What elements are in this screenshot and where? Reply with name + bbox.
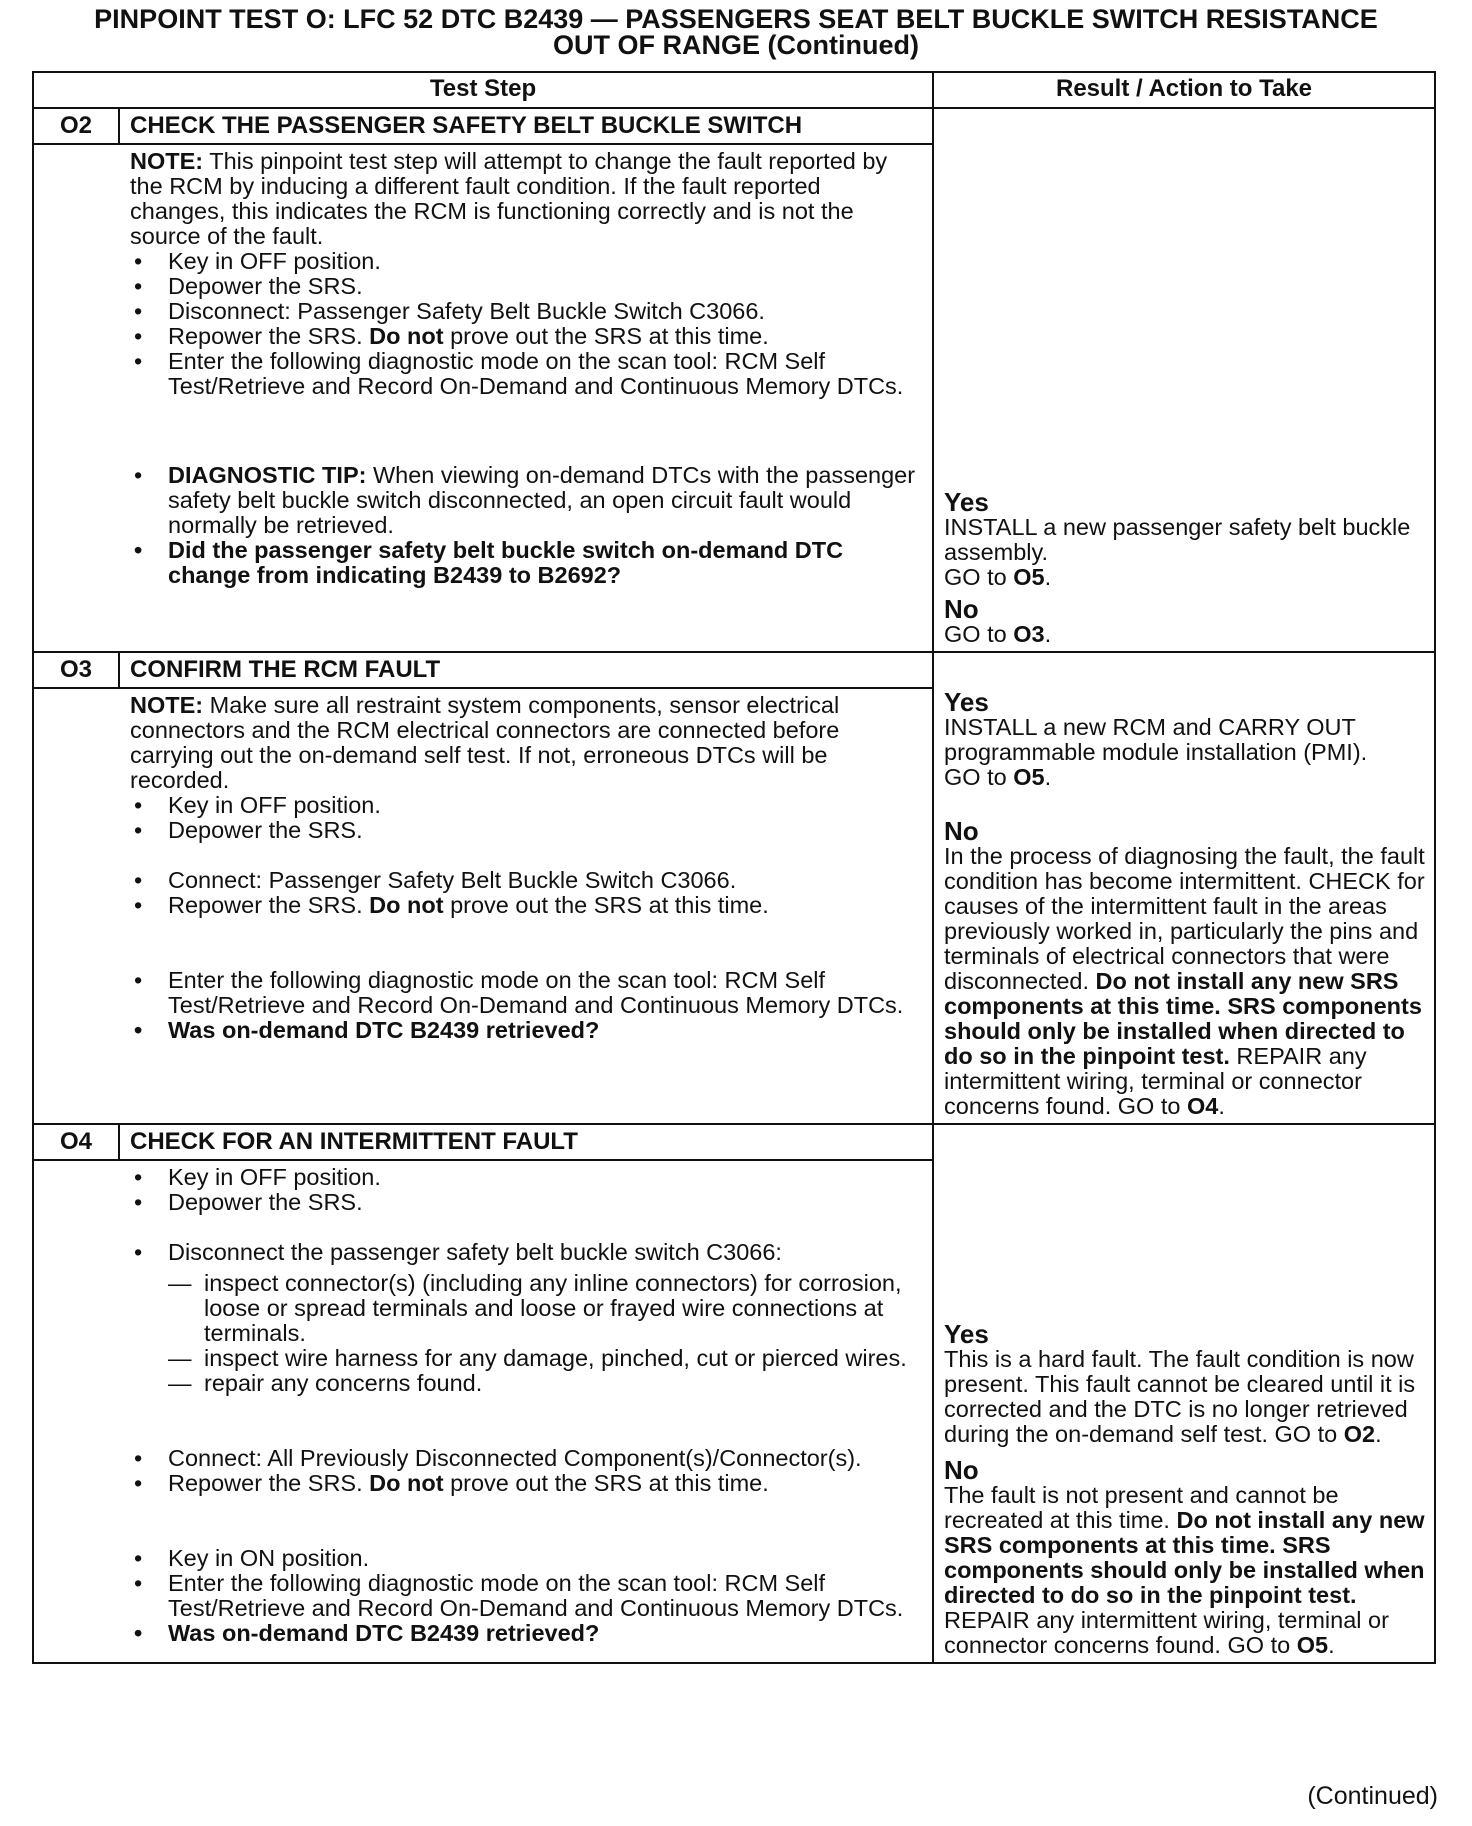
list-item: • Disconnect: Passenger Safety Belt Buckle Switch C3066. xyxy=(130,299,922,324)
step-o3-title-row xyxy=(33,652,1435,688)
list-item: • Depower the SRS. xyxy=(130,274,922,299)
no-text: In the process of diagnosing the fault, the fault condition has become intermittent. CHECK for causes of the intermittent fault in the areas previously worked in, particularly the pins and terminals of electrical connectors that were disconnected. Do not install any new SRS components at this time. SRS components should only be installed when directed to do so in the pinpoint test. REPAIR any intermittent wiring, terminal or connector concerns found. GO to O4. xyxy=(944,843,1425,1119)
step-list xyxy=(130,1546,922,1646)
step-o4-title-row xyxy=(33,1124,1435,1160)
list-item: • Repower the SRS. Do not prove out the SRS at this time. xyxy=(130,324,922,349)
list-item: • Enter the following diagnostic mode on the scan tool: RCM Self Test/Retrieve and Record On-Demand and Continuous Memory DTCs. xyxy=(130,1571,922,1621)
step-question: • Was on-demand DTC B2439 retrieved? xyxy=(130,1018,922,1043)
step-o4-body xyxy=(33,1160,933,1663)
header-result-action: Result / Action to Take xyxy=(933,72,1435,108)
step-o2-body xyxy=(33,144,933,652)
step-list xyxy=(130,868,922,918)
step-id: O2 xyxy=(33,108,119,144)
step-id: O3 xyxy=(33,652,119,688)
step-list xyxy=(130,793,922,843)
yes-goto: GO to O5. xyxy=(944,564,1052,590)
yes-label: Yes xyxy=(944,487,989,517)
list-item: • Repower the SRS. Do not prove out the SRS at this time. xyxy=(130,893,922,918)
step-list xyxy=(130,463,922,588)
list-item: • Key in ON position. xyxy=(130,1546,922,1571)
yes-goto: GO to O5. xyxy=(944,764,1052,790)
continued-label: (Continued) xyxy=(1307,1782,1438,1810)
step-id: O4 xyxy=(33,1124,119,1160)
list-item: • Connect: Passenger Safety Belt Buckle Switch C3066. xyxy=(130,868,922,893)
step-o4-result xyxy=(933,1124,1435,1663)
list-item: • Repower the SRS. Do not prove out the SRS at this time. xyxy=(130,1471,922,1496)
step-title: CONFIRM THE RCM FAULT xyxy=(119,652,933,688)
note: NOTE: This pinpoint test step will attempt to change the fault reported by the RCM by inducing a different fault condition. If the fault reported changes, this indicates the RCM is functioning correctly and is not the source of the fault. xyxy=(130,148,888,249)
no-text: The fault is not present and cannot be recreated at this time. Do not install any new SRS components at this time. SRS components should only be installed when directed to do so in the pinpoint test. REPAIR any intermittent wiring, terminal or connector concerns found. GO to O5. xyxy=(944,1482,1425,1658)
step-o2-result xyxy=(933,108,1435,652)
step-title: CHECK FOR AN INTERMITTENT FAULT xyxy=(119,1124,933,1160)
no-label: No xyxy=(944,1455,979,1485)
list-item: • Connect: All Previously Disconnected Component(s)/Connector(s). xyxy=(130,1446,922,1471)
list-item: • Key in OFF position. xyxy=(130,1165,922,1190)
yes-text: INSTALL a new RCM and CARRY OUT programmable module installation (PMI). xyxy=(944,714,1368,765)
header-test-step: Test Step xyxy=(33,72,933,108)
title-line-2: OUT OF RANGE (Continued) xyxy=(553,30,919,60)
diagnostic-tip: • DIAGNOSTIC TIP: When viewing on-demand DTCs with the passenger safety belt buckle switch disconnected, an open circuit fault would normally be retrieved. xyxy=(130,463,922,538)
yes-text: This is a hard fault. The fault condition is now present. This fault cannot be cleared until it is corrected and the DTC is no longer retrieved during the on-demand self test. GO to O2. xyxy=(944,1346,1416,1447)
goto-link[interactable]: O3 xyxy=(1013,621,1045,647)
list-item: • Depower the SRS. xyxy=(130,1190,922,1215)
sub-item: — inspect wire harness for any damage, pinched, cut or pierced wires. xyxy=(130,1346,922,1371)
no-label: No xyxy=(944,816,979,846)
step-o3-result xyxy=(933,652,1435,1124)
step-list xyxy=(130,1165,922,1215)
list-item: • Enter the following diagnostic mode on the scan tool: RCM Self Test/Retrieve and Record On-Demand and Continuous Memory DTCs. xyxy=(130,968,922,1018)
yes-label: Yes xyxy=(944,1319,989,1349)
title-line-1: PINPOINT TEST O: LFC 52 DTC B2439 — PASSENGERS SEAT BELT BUCKLE SWITCH RESISTANCE xyxy=(94,4,1378,34)
list-item: • Key in OFF position. xyxy=(130,793,922,818)
list-item: • Disconnect the passenger safety belt buckle switch C3066: xyxy=(130,1240,922,1265)
step-o2-title-row xyxy=(33,108,1435,144)
step-question: • Did the passenger safety belt buckle switch on-demand DTC change from indicating B2439 to B2692? xyxy=(130,538,922,588)
no-label: No xyxy=(944,594,979,624)
step-question: • Was on-demand DTC B2439 retrieved? xyxy=(130,1621,922,1646)
list-item: • Depower the SRS. xyxy=(130,818,922,843)
yes-text: INSTALL a new passenger safety belt buckle assembly. xyxy=(944,514,1411,565)
step-list xyxy=(130,968,922,1043)
goto-link[interactable]: O2 xyxy=(1343,1421,1376,1447)
yes-label: Yes xyxy=(944,687,989,717)
page-title xyxy=(0,6,1472,58)
no-goto: GO to O3. xyxy=(944,621,1052,647)
list-item: • Enter the following diagnostic mode on the scan tool: RCM Self Test/Retrieve and Record On-Demand and Continuous Memory DTCs. xyxy=(130,349,922,399)
goto-link[interactable]: O5 xyxy=(1013,764,1045,790)
goto-link[interactable]: O4 xyxy=(1186,1093,1219,1119)
list-item: • Key in OFF position. xyxy=(130,249,922,274)
step-o3-body xyxy=(33,688,933,1124)
note: NOTE: Make sure all restraint system components, sensor electrical connectors and the RCM electrical connectors are connected before carrying out the on-demand self test. If not, erroneous DTCs will be recorded. xyxy=(130,692,840,793)
table-header-row xyxy=(33,72,1435,108)
pinpoint-test-table xyxy=(32,71,1436,1664)
step-list xyxy=(130,1446,922,1496)
sub-item: — inspect connector(s) (including any inline connectors) for corrosion, loose or spread terminals and loose or frayed wire connections at terminals. xyxy=(130,1271,922,1346)
sub-item: — repair any concerns found. xyxy=(130,1371,922,1396)
step-list xyxy=(130,1240,922,1265)
goto-link[interactable]: O5 xyxy=(1296,1632,1329,1658)
step-list xyxy=(130,249,922,399)
step-title: CHECK THE PASSENGER SAFETY BELT BUCKLE SWITCH xyxy=(119,108,933,144)
goto-link[interactable]: O5 xyxy=(1013,564,1045,590)
